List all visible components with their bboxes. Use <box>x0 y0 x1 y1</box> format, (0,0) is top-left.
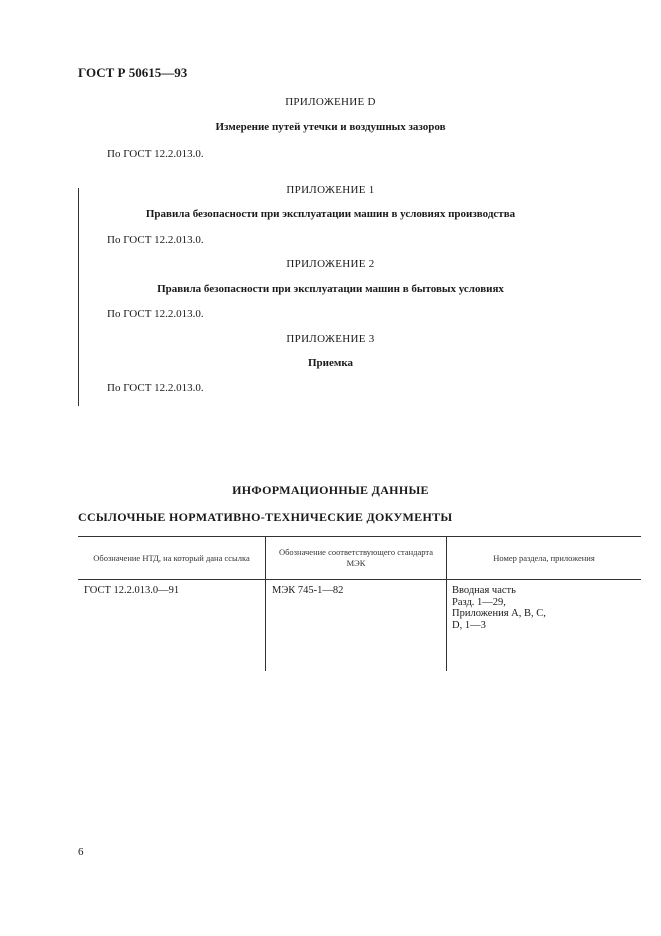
appendix-1-title: Правила безопасности при эксплуатации машин в условиях производства <box>145 208 516 220</box>
cell-ntd: ГОСТ 12.2.013.0—91 <box>78 580 266 672</box>
column-header-ntd: Обозначение НТД, на который дана ссылка <box>78 537 266 580</box>
section-line: Разд. 1—29, <box>452 596 506 608</box>
reference-documents-title: ССЫЛОЧНЫЕ НОРМАТИВНО-ТЕХНИЧЕСКИЕ ДОКУМЕНТЫ <box>78 510 453 524</box>
section-line: D, 1—3 <box>452 619 486 631</box>
appendix-d-text: По ГОСТ 12.2.013.0. <box>107 148 204 160</box>
section-line: Вводная часть <box>452 585 516 596</box>
appendix-2-label: ПРИЛОЖЕНИЕ 2 <box>286 258 375 270</box>
references-table <box>78 536 641 671</box>
section-line: Приложения А, В, С, <box>452 608 546 619</box>
change-bar <box>78 188 79 406</box>
document-number: ГОСТ Р 50615—93 <box>78 65 188 80</box>
page-number: 6 <box>78 846 84 858</box>
cell-sections <box>447 580 642 672</box>
cell-iec: МЭК 745-1—82 <box>266 580 447 672</box>
appendix-2-text: По ГОСТ 12.2.013.0. <box>107 308 204 320</box>
appendix-3-title: Приемка <box>307 357 354 369</box>
column-header-iec: Обозначение соответствующего стандарта МЭК <box>266 537 447 580</box>
appendix-3-text: По ГОСТ 12.2.013.0. <box>107 382 204 394</box>
table-row <box>78 580 641 672</box>
table-header-row <box>78 537 641 580</box>
appendix-d-title: Измерение путей утечки и воздушных зазоров <box>215 121 446 133</box>
info-data-title: ИНФОРМАЦИОННЫЕ ДАННЫЕ <box>232 483 429 497</box>
appendix-d-label: ПРИЛОЖЕНИЕ D <box>285 96 376 108</box>
appendix-1-text: По ГОСТ 12.2.013.0. <box>107 234 204 246</box>
appendix-3-label: ПРИЛОЖЕНИЕ 3 <box>286 333 375 345</box>
appendix-1-label: ПРИЛОЖЕНИЕ 1 <box>286 184 375 196</box>
appendix-2-title: Правила безопасности при эксплуатации машин в бытовых условиях <box>157 283 504 295</box>
column-header-sections: Номер раздела, приложения <box>447 537 642 580</box>
